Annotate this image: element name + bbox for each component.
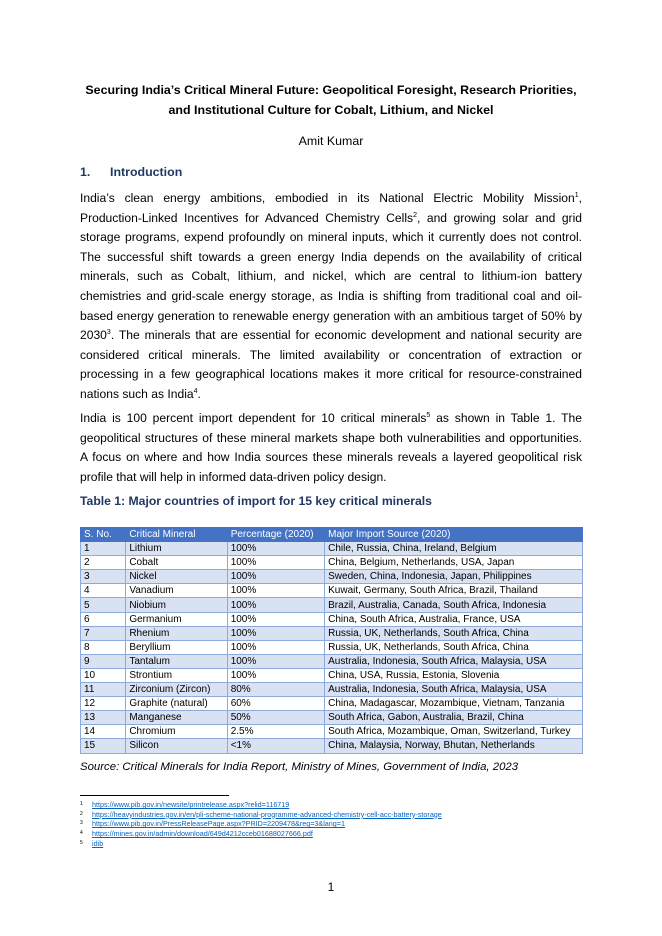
table-cell: 6 bbox=[81, 612, 126, 626]
paragraph-2 bbox=[80, 409, 582, 487]
footnote-number: 3 bbox=[80, 820, 83, 827]
table-cell: 9 bbox=[81, 654, 126, 668]
table-cell: Australia, Indonesia, South Africa, Malaysia, USA bbox=[325, 683, 583, 697]
footnote-separator bbox=[80, 795, 229, 796]
text: , and growing solar and grid storage programs, expend profoundly on mineral inputs, which it currently does not control. The successful shift towards a green energy India depends on the availability of critical minerals, such as Cobalt, lithium, and nickel, which are central to lithium-ion battery chemistries and grid-scale energy storage, as India is shifting from traditional coal and oil-based energy generation to renewable energy generation with an ambitious target of 50% by 2030 bbox=[80, 210, 582, 343]
footnote-ref[interactable]: 5 bbox=[426, 411, 431, 419]
table-cell: 10 bbox=[81, 668, 126, 682]
table-cell: Beryllium bbox=[126, 640, 227, 654]
table-caption: Table 1: Major countries of import for 15 key critical minerals bbox=[80, 494, 432, 508]
table-cell: Chile, Russia, China, Ireland, Belgium bbox=[325, 542, 583, 556]
table-cell: Graphite (natural) bbox=[126, 697, 227, 711]
footnote-link[interactable]: idib bbox=[92, 838, 104, 848]
table-row bbox=[81, 725, 583, 739]
table-row bbox=[81, 542, 583, 556]
section-number: 1. bbox=[80, 165, 91, 179]
table-row bbox=[81, 640, 583, 654]
table-row bbox=[81, 612, 583, 626]
table-cell: Kuwait, Germany, South Africa, Brazil, Thailand bbox=[325, 584, 583, 598]
title-line: Securing India’s Critical Mineral Future: Geopolitical Foresight, Research Priorities, bbox=[85, 83, 577, 97]
table-cell: Niobium bbox=[126, 598, 227, 612]
table-cell: Vanadium bbox=[126, 584, 227, 598]
table-cell: 11 bbox=[81, 683, 126, 697]
author: Amit Kumar bbox=[298, 134, 364, 148]
table-cell: 60% bbox=[227, 697, 324, 711]
footnote-number: 1 bbox=[80, 801, 83, 807]
table-cell: 14 bbox=[81, 725, 126, 739]
footnote bbox=[80, 810, 442, 820]
footnote-number: 4 bbox=[80, 830, 83, 837]
table-cell: Australia, Indonesia, South Africa, Malaysia, USA bbox=[325, 654, 583, 668]
table-cell: 100% bbox=[227, 584, 324, 598]
footnote bbox=[80, 839, 103, 849]
section-heading bbox=[80, 165, 182, 179]
minerals-table bbox=[80, 527, 583, 754]
footnote-number: 5 bbox=[80, 839, 83, 846]
table-cell: 8 bbox=[81, 640, 126, 654]
table-cell: 7 bbox=[81, 626, 126, 640]
table-cell: Zirconium (Zircon) bbox=[126, 683, 227, 697]
footnote bbox=[80, 800, 289, 810]
table-cell: South Africa, Gabon, Australia, Brazil, China bbox=[325, 711, 583, 725]
table-row bbox=[81, 598, 583, 612]
footnote-ref[interactable]: 1 bbox=[574, 191, 579, 199]
column-header: Percentage (2020) bbox=[227, 528, 324, 542]
table-row bbox=[81, 584, 583, 598]
table-row bbox=[81, 556, 583, 570]
footnote-link[interactable]: https://heavyindustries.gov.in/en/pli-scheme-national-programme-advanced-chemistry-cell-acc-battery-storage bbox=[92, 809, 442, 819]
footnote bbox=[80, 819, 345, 829]
text: as shown in Table 1. The geopolitical structures of these mineral markets shape both vulnerabilities and opportunities. A focus on where and how India sources these minerals reveals a layered geopolitical risk profile that will help in informed data-driven policy design. bbox=[80, 411, 582, 484]
table-cell: 100% bbox=[227, 640, 324, 654]
table-row bbox=[81, 697, 583, 711]
page-number: 1 bbox=[327, 880, 335, 894]
table-row bbox=[81, 739, 583, 753]
table-row bbox=[81, 570, 583, 584]
table-cell: China, Madagascar, Mozambique, Vietnam, Tanzania bbox=[325, 697, 583, 711]
table-cell: 100% bbox=[227, 542, 324, 556]
table-cell: China, South Africa, Australia, France, USA bbox=[325, 612, 583, 626]
table-cell: Silicon bbox=[126, 739, 227, 753]
table-cell: Germanium bbox=[126, 612, 227, 626]
table-row bbox=[81, 626, 583, 640]
footnote-ref[interactable]: 2 bbox=[413, 211, 417, 219]
footnote-ref[interactable]: 4 bbox=[193, 387, 198, 395]
text: . bbox=[197, 386, 201, 401]
table-cell: Strontium bbox=[126, 668, 227, 682]
column-header: Major Import Source (2020) bbox=[325, 528, 583, 542]
table-cell: 1 bbox=[81, 542, 126, 556]
table-cell: 100% bbox=[227, 598, 324, 612]
table-cell: China, Belgium, Netherlands, USA, Japan bbox=[325, 556, 583, 570]
table-cell: 3 bbox=[81, 570, 126, 584]
table-cell: 4 bbox=[81, 584, 126, 598]
table-row bbox=[81, 683, 583, 697]
table-cell: Manganese bbox=[126, 711, 227, 725]
table-cell: 2.5% bbox=[227, 725, 324, 739]
table-cell: 100% bbox=[227, 626, 324, 640]
table-cell: China, Malaysia, Norway, Bhutan, Netherlands bbox=[325, 739, 583, 753]
table-cell: 100% bbox=[227, 612, 324, 626]
footnote-link[interactable]: https://mines.gov.in/admin/download/649d4212cceb01688027666.pdf bbox=[92, 829, 313, 839]
text: , Production-Linked Incentives for Advanced Chemistry Cells bbox=[80, 191, 582, 225]
paragraph-1 bbox=[80, 189, 582, 405]
table-cell: 5 bbox=[81, 598, 126, 612]
table-cell: Nickel bbox=[126, 570, 227, 584]
footnote-number: 2 bbox=[80, 810, 83, 817]
table-cell: Cobalt bbox=[126, 556, 227, 570]
table-cell: <1% bbox=[227, 739, 324, 753]
table-cell: 100% bbox=[227, 570, 324, 584]
table-cell: Lithium bbox=[126, 542, 227, 556]
table-cell: South Africa, Mozambique, Oman, Switzerland, Turkey bbox=[325, 725, 583, 739]
text: India is 100 percent import dependent for 10 critical minerals bbox=[80, 411, 427, 425]
section-title: Introduction bbox=[110, 165, 183, 179]
footnote-link[interactable]: https://www.pib.gov.in/newsite/printrelease.aspx?relid=116719 bbox=[92, 800, 290, 809]
footnote-link[interactable]: https://www.pib.gov.in/PressReleasePage.aspx?PRID=2209478&reg=3&lang=1 bbox=[92, 819, 345, 829]
title-line: and Institutional Culture for Cobalt, Lithium, and Nickel bbox=[168, 103, 494, 117]
table-cell: 80% bbox=[227, 683, 324, 697]
table-cell: 13 bbox=[81, 711, 126, 725]
text: India’s clean energy ambitions, embodied in its National Electric Mobility Mission bbox=[80, 191, 575, 205]
table-cell: Russia, UK, Netherlands, South Africa, China bbox=[325, 626, 583, 640]
table-cell: 100% bbox=[227, 556, 324, 570]
table-cell: Sweden, China, Indonesia, Japan, Philippines bbox=[325, 570, 583, 584]
table-cell: 12 bbox=[81, 697, 126, 711]
footnote-ref[interactable]: 3 bbox=[106, 329, 111, 337]
paper-title bbox=[60, 80, 602, 120]
table-row bbox=[81, 654, 583, 668]
table-cell: 2 bbox=[81, 556, 126, 570]
table-cell: Russia, UK, Netherlands, South Africa, China bbox=[325, 640, 583, 654]
table-cell: China, USA, Russia, Estonia, Slovenia bbox=[325, 668, 583, 682]
table-cell: 100% bbox=[227, 654, 324, 668]
table-source: Source: Critical Minerals for India Report, Ministry of Mines, Government of India, 2023 bbox=[80, 761, 519, 773]
table-row bbox=[81, 668, 583, 682]
table-cell: Tantalum bbox=[126, 654, 227, 668]
table-cell: 15 bbox=[81, 739, 126, 753]
table-cell: Rhenium bbox=[126, 626, 227, 640]
table-cell: Brazil, Australia, Canada, South Africa, Indonesia bbox=[325, 598, 583, 612]
table-cell: 100% bbox=[227, 668, 324, 682]
text: . The minerals that are essential for economic development and national security are considered critical minerals. The limited availability or concentration of extraction or processing in a few geographical locations makes it more critical for resource-constrained nations such as India bbox=[80, 328, 582, 401]
table-header-row bbox=[81, 528, 583, 542]
table-row bbox=[81, 711, 583, 725]
column-header: Critical Mineral bbox=[126, 528, 227, 542]
column-header: S. No. bbox=[81, 528, 126, 542]
table-cell: Chromium bbox=[126, 725, 227, 739]
footnote bbox=[80, 829, 313, 839]
table-cell: 50% bbox=[227, 711, 324, 725]
